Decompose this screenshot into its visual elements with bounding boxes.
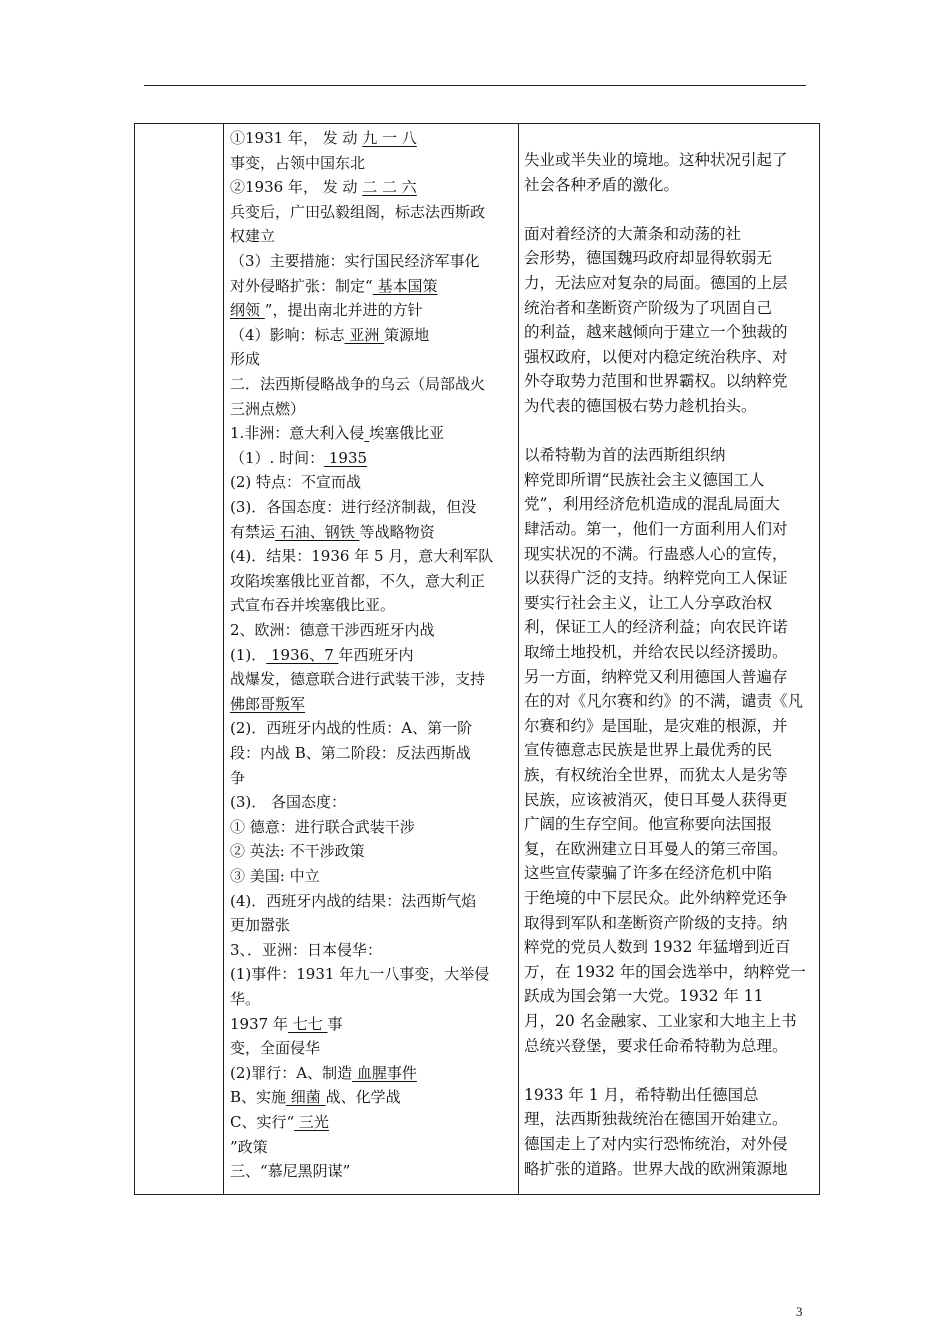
notes-line <box>230 792 346 812</box>
fill-in-answer: 1936、7 <box>266 645 339 664</box>
notes-text: ①1931 年， 发 动 <box>230 129 363 147</box>
reading-line: 外夺取势力范围和世界霸权。以纳粹党 <box>524 372 788 391</box>
fill-in-answer: 七七 <box>287 1014 328 1033</box>
notes-line <box>230 1038 320 1058</box>
notes-line <box>230 718 472 738</box>
notes-line <box>230 448 367 468</box>
notes-line <box>230 940 382 960</box>
fill-in-answer: 纲领 <box>230 301 265 320</box>
reading-line: 万，在 1932 年的国会选举中，纳粹党一 <box>524 962 806 981</box>
notes-text: 等战略物资 <box>359 522 435 541</box>
notes-line <box>230 694 305 714</box>
notes-line <box>230 866 320 886</box>
notes-line <box>230 645 414 665</box>
reading-line: 1933 年 1 月，希特勒出任德国总 <box>524 1085 759 1104</box>
notes-text: (1)事件：1931 年九一八事变，大举侵 <box>230 965 490 984</box>
reading-line: 宣传德意志民族是世界上最优秀的民 <box>524 741 773 760</box>
notes-text: ③ 美国: 中立 <box>230 867 320 885</box>
notes-line <box>230 620 435 640</box>
reading-cell <box>519 124 820 1195</box>
notes-line <box>230 472 361 492</box>
notes-text: 埃塞俄比亚 <box>369 424 445 443</box>
reading-line: 粹党即所谓“民族社会主义德国工人 <box>524 470 765 489</box>
notes-text: (3)． 各国态度： <box>230 793 347 812</box>
notes-text: 事 <box>327 1014 343 1033</box>
reading-line: 以获得广泛的支持。纳粹党向工人保证 <box>524 569 788 588</box>
notes-line <box>230 915 290 935</box>
notes-line <box>230 841 365 861</box>
reading-line: 肆活动。第一，他们一方面利用人们对 <box>524 520 788 538</box>
reading-line: 在的对《凡尔赛和约》的不满，谴责《凡 <box>524 692 804 711</box>
notes-text: 形成 <box>230 350 261 369</box>
notes-text: 1.非洲：意大利入侵 <box>230 424 365 443</box>
notes-text: 战爆发，德意联合进行武装干涉，支持 <box>230 670 486 689</box>
lesson-table <box>134 123 820 1195</box>
notes-line <box>230 817 415 837</box>
left-blank-cell <box>135 124 224 1195</box>
reading-line: 为代表的德国极右势力趁机抬头。 <box>524 397 757 415</box>
fill-in-answer: 1935 <box>324 448 368 467</box>
header-rule <box>144 85 806 86</box>
notes-cell <box>224 124 519 1195</box>
notes-text: 对外侵略扩张：制定“ <box>230 276 373 295</box>
reading-line: 利，保证工人的经济利益；向农民许诺 <box>524 618 788 637</box>
notes-text: （3）主要措施：实行国民经济军事化 <box>230 252 480 270</box>
reading-line: 党”，利用经济危机造成的混乱局面大 <box>524 495 780 514</box>
reading-line: 取得到军队和垄断资产阶级的支持。纳 <box>524 913 788 932</box>
notes-line <box>230 891 476 911</box>
notes-text: 更加嚣张 <box>230 916 291 935</box>
notes-line <box>230 374 485 394</box>
reading-line: 尔赛和约》是国耻，是灾难的根源，并 <box>524 716 788 735</box>
fill-in-answer: 二 二 六 <box>362 178 417 197</box>
notes-line <box>230 546 493 566</box>
reading-line: 这些宣传蒙骗了许多在经济危机中陷 <box>524 864 773 883</box>
notes-line <box>230 128 417 148</box>
notes-line <box>230 276 437 296</box>
reading-line: 要实行社会主义，让工人分享政治权 <box>524 593 773 612</box>
notes-line <box>230 300 422 320</box>
notes-line <box>230 153 365 173</box>
notes-text: 段：内战 B、第二阶段：反法西斯战 <box>230 744 471 762</box>
reading-line: 面对着经济的大萧条和动荡的社 <box>524 224 742 243</box>
reading-line: 民族，应该被消灭，使日耳曼人获得更 <box>524 790 788 809</box>
notes-text: ”政策 <box>230 1137 268 1156</box>
notes-line <box>230 669 485 689</box>
notes-text: 2、欧洲：德意干涉西班牙内战 <box>230 621 435 639</box>
notes-text: ② 英法: 不干涉政策 <box>230 842 365 861</box>
notes-line <box>230 226 275 246</box>
reading-line: 社会各种矛盾的激化。 <box>524 175 680 194</box>
notes-text: (1)． <box>230 645 267 664</box>
notes-text: (3)．各国态度：进行经济制裁，但没 <box>230 498 477 516</box>
reading-line: 会形势，德国魏玛政府却显得软弱无 <box>524 249 773 268</box>
reading-line: 以希特勒为首的法西斯组织纳 <box>524 446 726 465</box>
notes-text: （1）. 时间： <box>230 448 325 467</box>
fill-in-answer: 石油、钢铁 <box>275 522 360 541</box>
notes-line <box>230 399 305 419</box>
notes-text: B、实施 <box>230 1088 287 1107</box>
notes-column <box>224 124 518 1194</box>
notes-text: 策源地 <box>384 325 430 344</box>
reading-line: 失业或半失业的境地。这种状况引起了 <box>524 151 788 169</box>
notes-text: 1937 年 <box>230 1014 288 1033</box>
notes-text: 三、“慕尼黑阴谋” <box>230 1162 351 1181</box>
reading-line: 略扩张的道路。世界大战的欧洲策源地 <box>524 1159 788 1178</box>
reading-line: 于绝境的中下层民众。此外纳粹党还争 <box>524 889 788 907</box>
reading-line: 强权政府，以便对内稳定统治秩序、对 <box>524 347 788 366</box>
reading-line: 现实状况的不满。行蛊惑人心的宣传， <box>524 544 788 563</box>
notes-text: 华。 <box>230 990 261 1008</box>
fill-in-answer: 佛郎哥叛军 <box>230 694 306 713</box>
reading-line: 理，法西斯独裁统治在德国开始建立。 <box>524 1110 788 1129</box>
notes-line <box>230 202 485 222</box>
reading-line: 月，20 名金融家、工业家和大地主上书 <box>524 1012 797 1030</box>
notes-line <box>230 964 489 984</box>
notes-text: 年西班牙内 <box>338 645 414 664</box>
table-row <box>135 124 820 1195</box>
notes-line <box>230 251 480 271</box>
fill-in-answer: 血腥事件 <box>352 1063 417 1082</box>
notes-text: 争 <box>230 768 246 787</box>
notes-line <box>230 1087 401 1107</box>
notes-text: 变，全面侵华 <box>230 1039 321 1058</box>
fill-in-answer: 亚洲 <box>344 325 385 344</box>
notes-text: (2)．西班牙内战的性质：A、第一阶 <box>230 719 473 738</box>
notes-line <box>230 571 485 591</box>
notes-text: 权建立 <box>230 227 276 246</box>
notes-line <box>230 1161 350 1181</box>
notes-text: 有禁运 <box>230 522 276 541</box>
notes-text: 二．法西斯侵略战争的乌云（局部战火 <box>230 375 486 393</box>
notes-line <box>230 743 471 763</box>
reading-line: 族，有权统治全世界，而犹太人是劣等 <box>524 766 788 784</box>
notes-line <box>230 177 417 197</box>
notes-text: 事变，占领中国东北 <box>230 153 366 172</box>
notes-text: C、实行“ <box>230 1113 295 1131</box>
notes-text: (4)．西班牙内战的结果：法西斯气焰 <box>230 891 477 910</box>
notes-line <box>230 1112 329 1132</box>
notes-line <box>230 349 260 369</box>
notes-line <box>230 1014 343 1034</box>
reading-line: 的利益，越来越倾向于建立一个独裁的 <box>524 323 788 342</box>
notes-line <box>230 768 245 788</box>
notes-text: 战、化学战 <box>325 1088 401 1107</box>
notes-text: 兵变后，广田弘毅组阁，标志法西斯政 <box>230 202 486 221</box>
notes-text: (4)．结果：1936 年 5 月，意大利军队 <box>230 547 494 566</box>
notes-line <box>230 1063 417 1083</box>
notes-text: (2) 特点：不宣而战 <box>230 473 362 492</box>
reading-line: 另一方面，纳粹党又利用德国人普遍存 <box>524 667 788 686</box>
notes-line <box>230 989 260 1009</box>
notes-line <box>230 1137 268 1157</box>
notes-line <box>230 522 435 542</box>
notes-text: (2)罪行：A、制造 <box>230 1063 353 1082</box>
notes-text: 三洲点燃） <box>230 399 306 418</box>
notes-text: （4）影响：标志 <box>230 325 345 344</box>
reading-line: 粹党的党员人数到 1932 年猛增到近百 <box>524 938 791 957</box>
notes-line <box>230 423 444 443</box>
fill-in-answer: 基本国策 <box>372 276 438 295</box>
reading-line: 跃成为国会第一大党。1932 年 11 <box>524 987 764 1006</box>
fill-in-answer: 三光 <box>294 1113 329 1131</box>
notes-line <box>230 497 476 517</box>
reading-line: 复，在欧洲建立日耳曼人的第三帝国。 <box>524 839 788 858</box>
notes-text: 3、．亚洲：日本侵华： <box>230 940 383 959</box>
reading-line: 统治者和垄断资产阶级为了巩固自己 <box>524 298 773 317</box>
notes-text: 攻陷埃塞俄比亚首都，不久，意大利正 <box>230 571 486 590</box>
reading-line: 取缔土地投机，并给农民以经济援助。 <box>524 643 788 661</box>
notes-text: ”，提出南北并进的方针 <box>264 301 423 320</box>
reading-line: 广阔的生存空间。他宣称要向法国报 <box>524 815 773 834</box>
notes-line <box>230 595 395 615</box>
notes-text: 式宣布吞并埃塞俄比亚。 <box>230 596 396 615</box>
reading-column <box>519 124 819 1194</box>
fill-in-answer: 九 一 八 <box>362 129 417 147</box>
reading-line: 总统兴登堡，要求任命希特勒为总理。 <box>524 1036 788 1055</box>
reading-line: 力，无法应对复杂的局面。德国的上层 <box>524 274 788 292</box>
fill-in-answer: 细菌 <box>286 1088 326 1107</box>
notes-text: ① 德意：进行联合武装干涉 <box>230 817 415 836</box>
page-number: 3 <box>796 1304 803 1319</box>
notes-text: ②1936 年， 发 动 <box>230 178 363 197</box>
reading-line: 德国走上了对内实行恐怖统治，对外侵 <box>524 1135 788 1153</box>
notes-line <box>230 325 429 345</box>
